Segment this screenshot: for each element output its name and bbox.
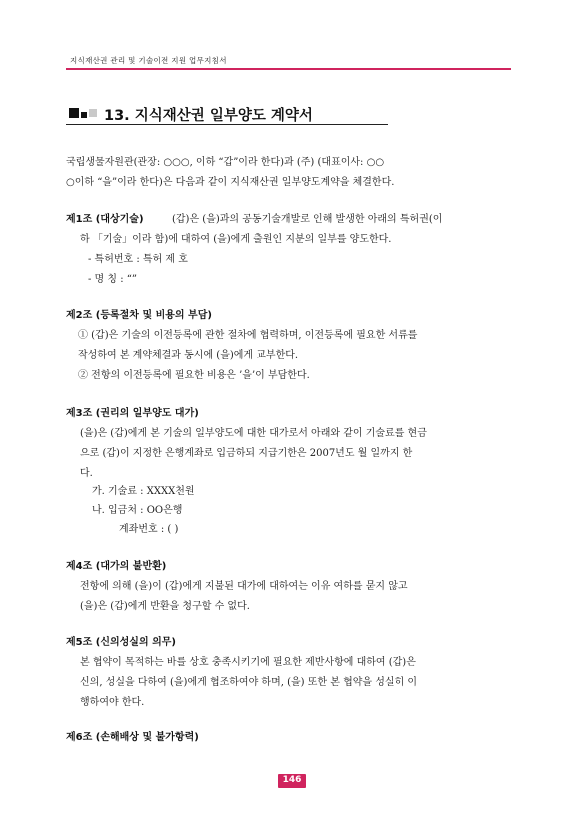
article-5-line-2: 신의, 성실을 다하여 (을)에게 협조하여야 하며, (을) 또한 본 협약을 성실히 이 — [80, 677, 418, 688]
article-5-line-1: 본 협약이 목적하는 바를 상호 충족시키기에 필요한 제반사항에 대하여 (갑)은 — [80, 657, 416, 668]
running-head: 지식재산권 관리 및 기술이전 지원 업무지침서 — [70, 56, 227, 65]
article-2-line-2: 작성하여 본 계약체결과 동시에 (을)에게 교부한다. — [78, 350, 299, 361]
article-5-line-3: 행하여야 한다. — [80, 697, 145, 708]
article-1-item-2: - 명 칭 : “” — [88, 274, 138, 285]
article-5-heading: 제5조 (신의성실의 의무) — [66, 637, 177, 648]
page-title: 13. 지식재산권 일부양도 계약서 — [104, 108, 313, 124]
page-number-badge — [278, 774, 306, 788]
article-1-line-2: 하 「기술」이라 함)에 대하여 (을)에게 출원인 지분의 일부를 양도한다. — [80, 234, 392, 245]
article-3-item-2: 나. 입금처 : OO은행 — [92, 505, 183, 516]
article-3-item-1: 가. 기술료 : XXXX천원 — [92, 486, 195, 497]
article-2-line-1: ① (갑)은 기술의 이전등록에 관한 절차에 협력하며, 이전등록에 필요한 서류를 — [78, 330, 418, 341]
section-title-block — [66, 100, 396, 126]
article-3-line-3: 다. — [80, 468, 93, 479]
article-2-line-3: ② 전항의 이전등록에 필요한 비용은 ’을’이 부담한다. — [78, 370, 310, 381]
article-3-line-1: (을)은 (갑)에게 본 기술의 일부양도에 대한 대가로서 아래와 같이 기술료를 현금 — [80, 428, 427, 439]
article-1-heading: 제1조 (대상기술) — [66, 214, 144, 225]
black-square-bullet-icon — [69, 108, 79, 118]
page-number: 146 — [282, 775, 302, 785]
intro-line-1: 국립생물자원관(관장: ○○○, 이하 “갑”이라 한다)과 (주) (대표이사: ○○ — [66, 157, 385, 168]
article-1-line-1: (갑)은 (을)과의 공동기술개발로 인해 발생한 아래의 특허권(이 — [172, 214, 443, 225]
article-4-heading: 제4조 (대가의 불반환) — [66, 561, 167, 572]
article-3-item-3: 계좌번호 : ( ) — [119, 524, 179, 535]
small-square-bullet-icon — [81, 112, 87, 118]
article-4-line-1: 전항에 의해 (을)이 (갑)에게 지불된 대가에 대하여는 이유 여하를 묻지 않고 — [80, 581, 408, 592]
article-1-item-1: - 특허번호 : 특허 제 호 — [88, 254, 188, 265]
article-2-heading: 제2조 (등록절차 및 비용의 부담) — [66, 310, 212, 321]
article-6-heading: 제6조 (손해배상 및 불가항력) — [66, 732, 199, 743]
header-rule — [66, 68, 511, 70]
gray-square-bullet-icon — [89, 109, 97, 117]
article-3-line-2: 으로 (갑)이 지정한 은행계좌로 입금하되 지급기한은 2007년도 월 일까지 한 — [80, 448, 413, 459]
intro-line-2: ○이하 “을”이라 한다)은 다음과 같이 지식재산권 일부양도계약을 체결한다. — [66, 177, 395, 188]
article-4-line-2: (을)은 (갑)에게 반환을 청구할 수 없다. — [80, 601, 250, 612]
title-underline — [66, 124, 388, 125]
article-3-heading: 제3조 (권리의 일부양도 대가) — [66, 408, 199, 419]
